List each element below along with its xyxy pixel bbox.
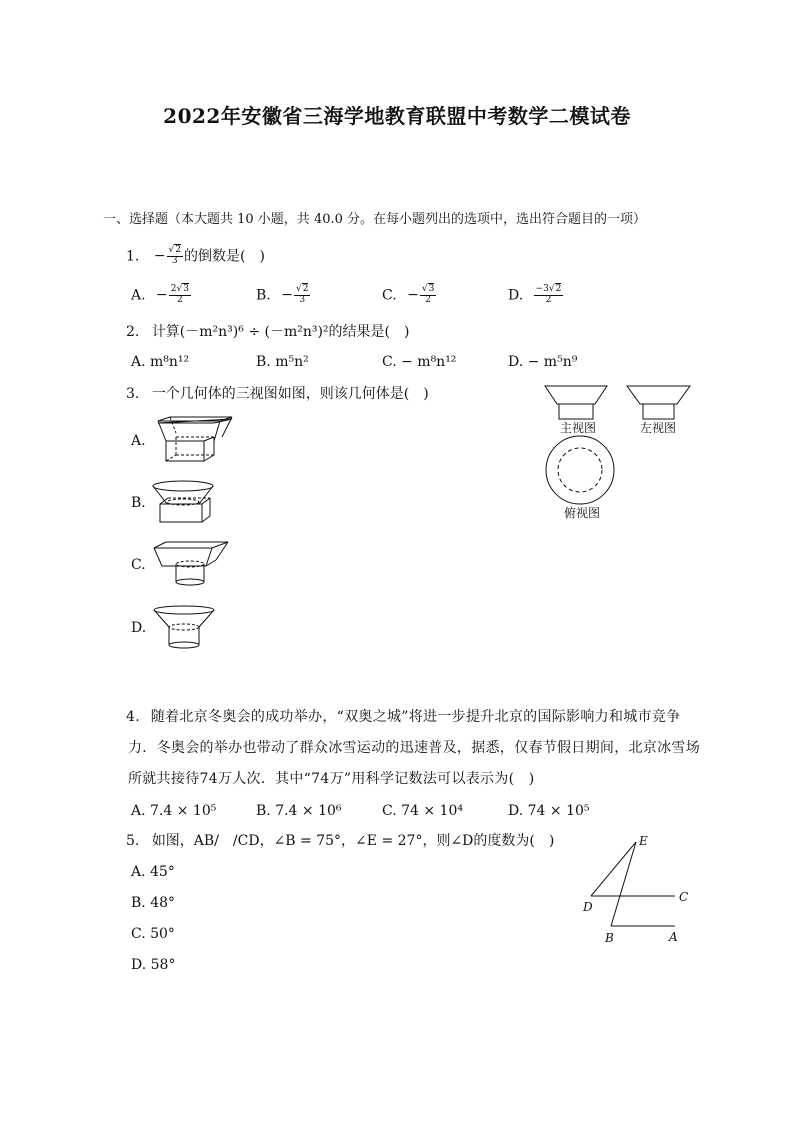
question-number: 1. xyxy=(126,248,140,265)
fraction xyxy=(167,246,183,267)
q5-option-a[interactable]: A. 45° xyxy=(131,864,175,880)
question-number: 5. xyxy=(126,833,140,849)
option-label: A. xyxy=(131,287,146,304)
q1-option-d[interactable]: D. $\frac{-3√2}{2}$ xyxy=(508,284,562,305)
radicand: 2 xyxy=(302,284,309,294)
parallel-lines-figure xyxy=(575,830,700,950)
question-2 xyxy=(126,325,409,339)
radicand: 3 xyxy=(428,284,435,294)
question-4 xyxy=(126,702,686,733)
question-text: 的倒数是( ) xyxy=(184,248,265,265)
radicand: 2 xyxy=(555,284,562,294)
q1-option-c[interactable]: C. − $\frac{√3}{2}$ xyxy=(382,284,435,305)
question-text: 计算(－m²n³)⁶ ÷ (－m²n³)²的结果是( ) xyxy=(151,324,410,340)
coef: −3 xyxy=(535,284,549,294)
point-b-label: B xyxy=(605,931,614,945)
q5-option-d[interactable]: D. 58° xyxy=(131,957,176,973)
option-label: D. xyxy=(508,287,524,304)
top-view-label: 俯视图 xyxy=(563,506,601,520)
q2-option-b[interactable]: B. m⁵n² xyxy=(256,354,309,370)
left-view-label: 左视图 xyxy=(639,421,677,435)
question-number: 3. xyxy=(126,386,140,402)
denominator: 2 xyxy=(545,294,552,305)
q3-option-d[interactable]: D. xyxy=(131,620,147,636)
q4-option-c[interactable]: C. 74 × 10⁴ xyxy=(382,803,463,819)
minus-sign: − xyxy=(153,248,166,265)
question-text-line-2: 力．冬奥会的举办也带动了群众冰雪运动的迅速普及，据悉，仅春节假日期间，北京冰雪场 xyxy=(128,740,700,756)
question-text-line-1: 随着北京冬奥会的成功举办，“双奥之城”将进一步提升北京的国际影响力和城市竞争 xyxy=(150,709,681,725)
q3-option-a[interactable]: A. xyxy=(131,433,146,449)
denominator: 2 xyxy=(176,294,183,305)
segment-eb xyxy=(611,842,636,926)
denominator: 2 xyxy=(425,294,431,305)
option-label: C. xyxy=(382,287,397,304)
point-e-label: E xyxy=(639,834,648,848)
prism-frustum-on-cylinder-icon xyxy=(150,540,240,592)
q3-option-b[interactable]: B. xyxy=(131,495,146,511)
question-1 xyxy=(126,246,265,267)
q1-option-b[interactable]: B. − $\frac{√2}{3}$ xyxy=(256,284,309,305)
denominator: 3 xyxy=(299,294,306,305)
point-c-label: C xyxy=(679,890,689,904)
cone-frustum-on-cuboid-icon xyxy=(150,478,220,528)
left-view xyxy=(627,386,690,419)
cone-frustum-on-cylinder-icon xyxy=(150,603,220,655)
question-3 xyxy=(126,387,429,401)
section-heading: 一、选择题（本大题共 10 小题，共 40.0 分。在每小题列出的选项中，选出符合题目的一项） xyxy=(103,212,647,227)
q2-option-d[interactable]: D. − m⁵n⁹ xyxy=(508,354,578,370)
q4-option-d[interactable]: D. 74 × 10⁵ xyxy=(508,803,590,819)
q4-option-b[interactable]: B. 7.4 × 10⁶ xyxy=(256,803,342,819)
page-title: 2022年安徽省三海学地教育联盟中考数学二模试卷 xyxy=(163,104,631,128)
denominator: 3 xyxy=(171,255,178,266)
coef: 2 xyxy=(170,284,177,294)
radicand: 3 xyxy=(183,284,189,294)
front-view-label: 主视图 xyxy=(559,421,597,435)
segment-ed xyxy=(591,842,636,896)
option-label: B. xyxy=(256,287,271,304)
q5-option-b[interactable]: B. 48° xyxy=(131,895,176,911)
radicand: 2 xyxy=(175,245,182,255)
three-views-figure xyxy=(540,380,700,525)
question-number: 4. xyxy=(126,709,140,725)
sqrt-sign: √ xyxy=(168,245,175,255)
q3-option-c[interactable]: C. xyxy=(131,557,146,573)
question-number: 2. xyxy=(126,324,140,340)
q1-option-a[interactable]: A. − $\frac{2√3}{2}$ xyxy=(131,284,189,305)
prism-frustum-on-cuboid-icon xyxy=(150,415,240,465)
front-view xyxy=(545,386,607,419)
point-a-label: A xyxy=(669,930,678,944)
q2-option-c[interactable]: C. − m⁸n¹² xyxy=(382,354,457,370)
q4-option-a[interactable]: A. 7.4 × 10⁵ xyxy=(131,803,217,819)
question-text: 一个几何体的三视图如图，则该几何体是( ) xyxy=(151,386,429,402)
q5-option-c[interactable]: C. 50° xyxy=(131,926,175,942)
point-d-label: D xyxy=(583,900,593,914)
q2-option-a[interactable]: A. m⁸n¹² xyxy=(131,354,190,370)
question-text-line-3: 所就共接待74万人次．其中“74万”用科学记数法可以表示为( ) xyxy=(128,771,535,787)
top-view xyxy=(546,436,614,504)
question-5 xyxy=(126,834,554,848)
question-text: 如图，AB/ /CD，∠B = 75°，∠E = 27°，则∠D的度数为( ) xyxy=(151,833,555,849)
